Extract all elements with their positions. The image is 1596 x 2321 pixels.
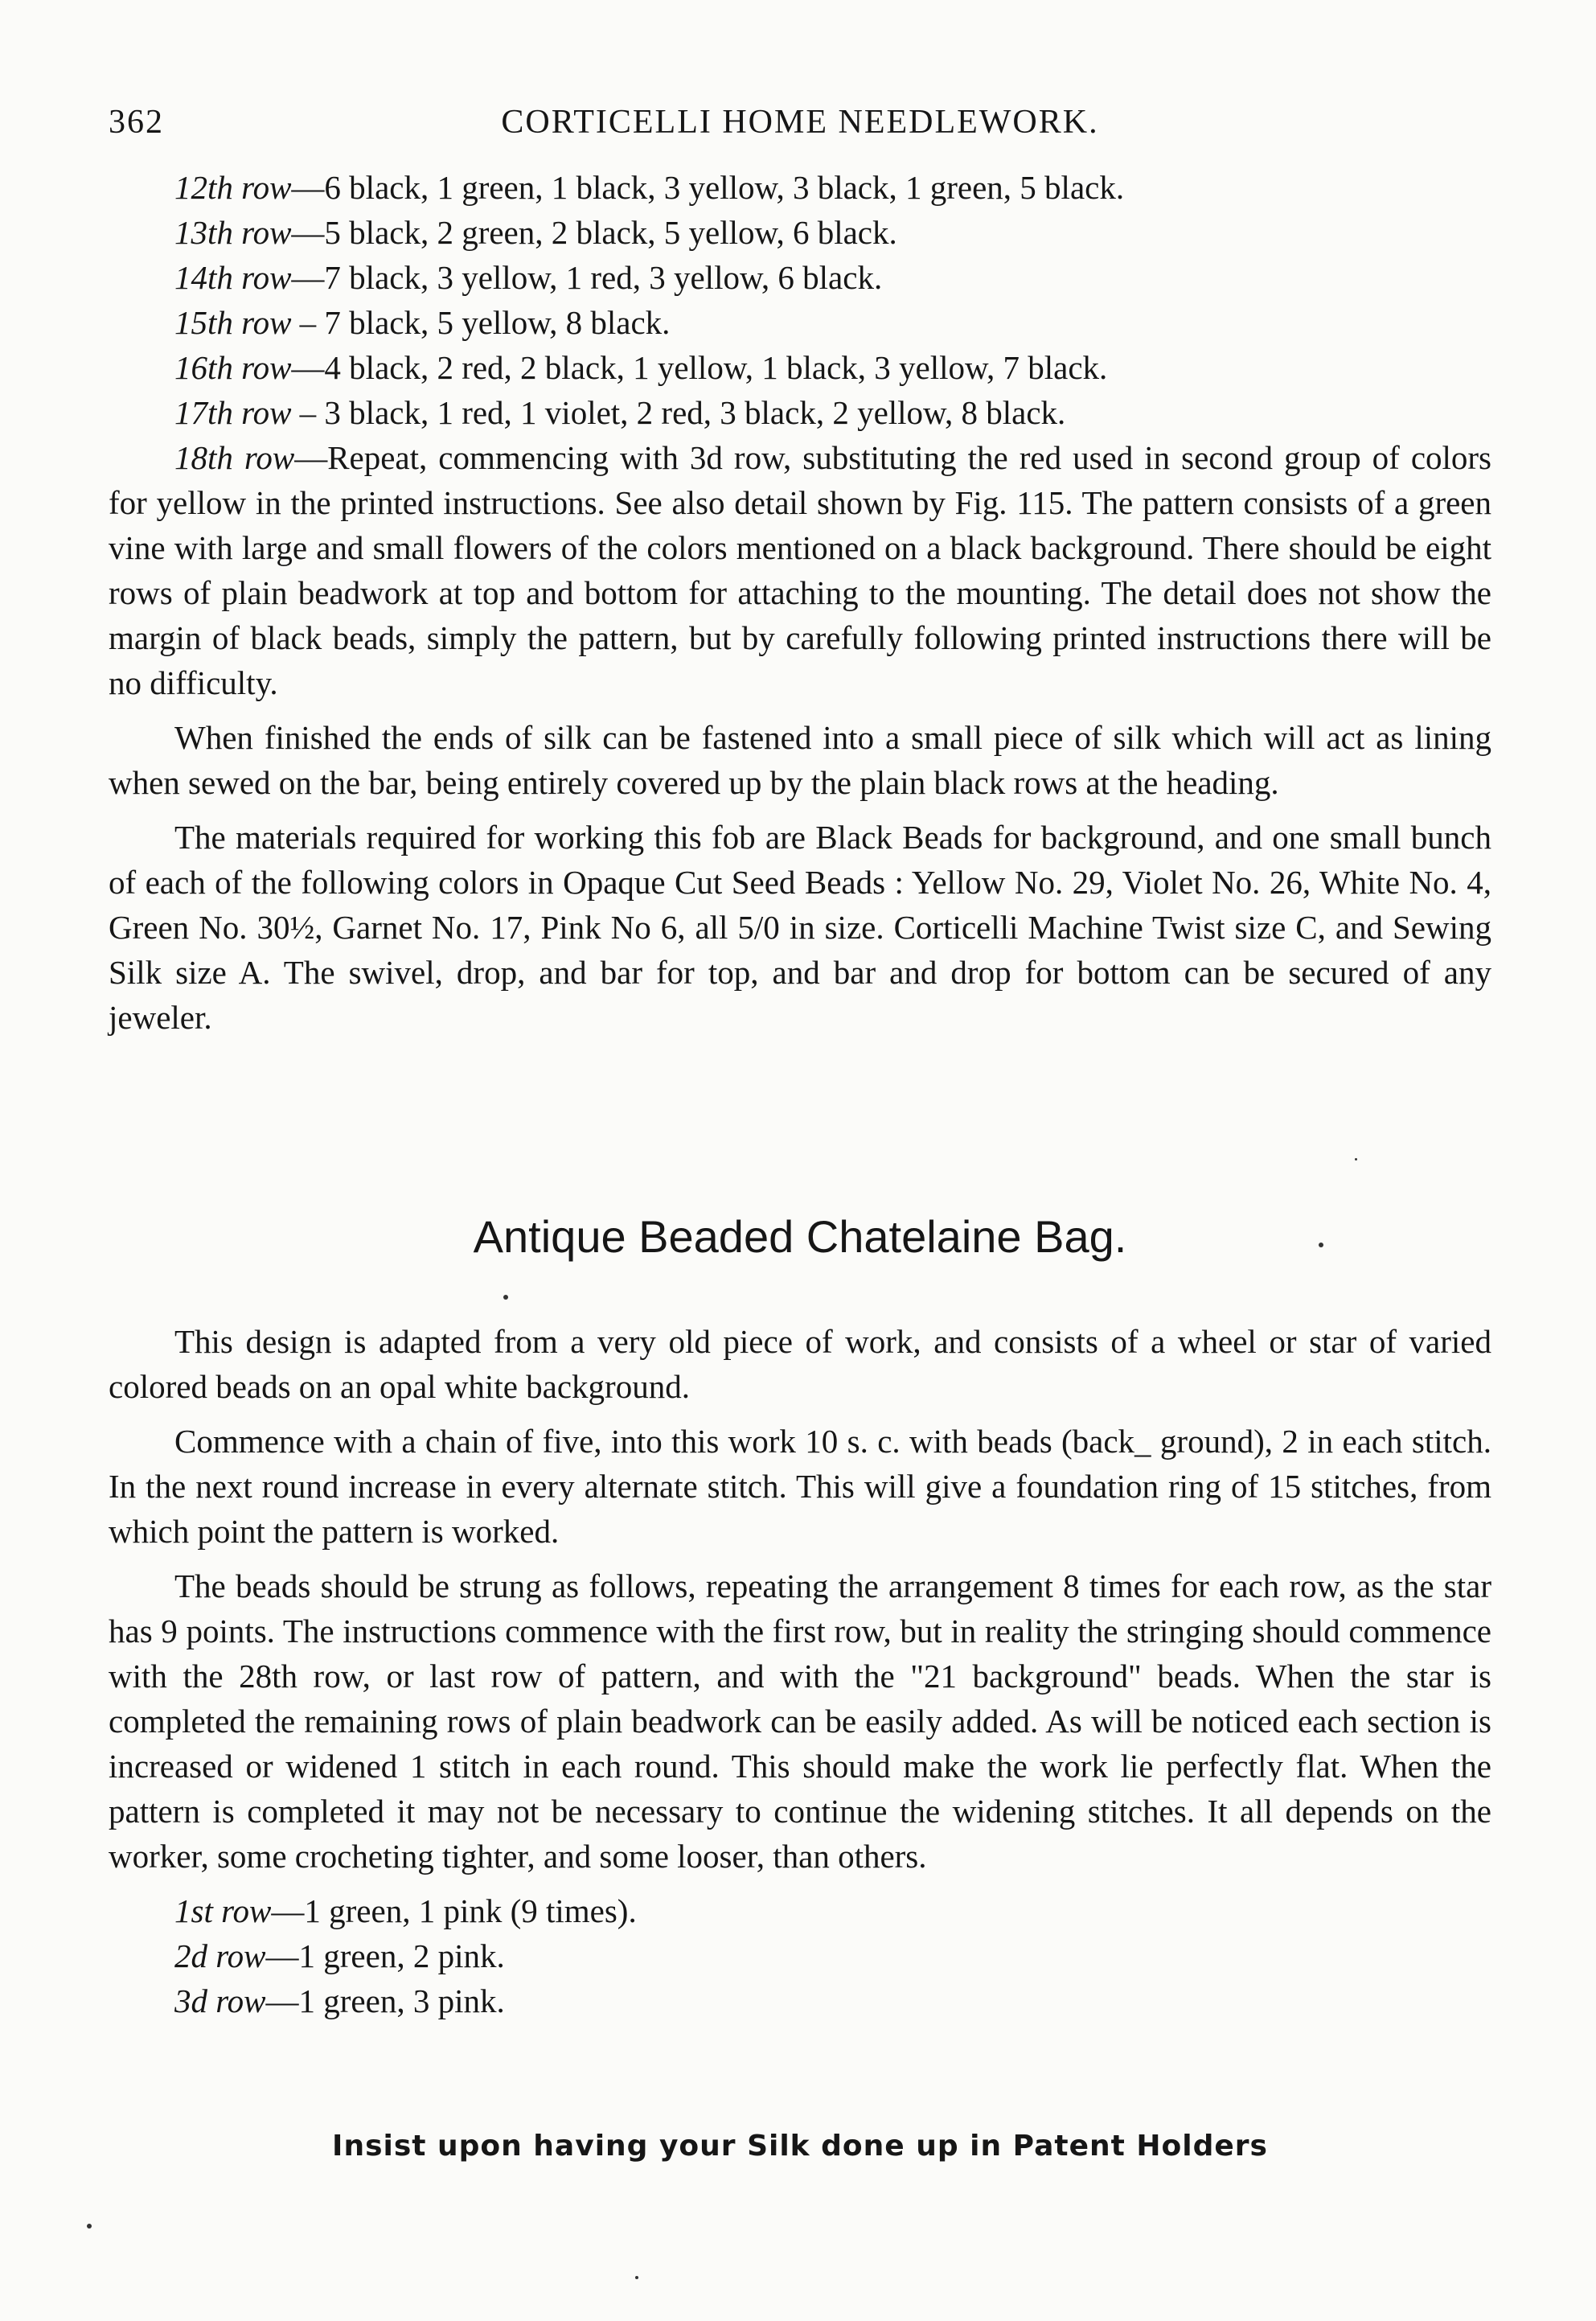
row-label: 12th row — [174, 169, 292, 206]
row-label: 13th row — [174, 214, 292, 251]
row-label: 18th row — [174, 439, 295, 476]
row-text: —4 black, 2 red, 2 black, 1 yellow, 1 black, 3 yellow, 7 black. — [291, 349, 1108, 386]
row-text: —5 black, 2 green, 2 black, 5 yellow, 6 black. — [291, 214, 897, 251]
row-text: —7 black, 3 yellow, 1 red, 3 yellow, 6 black. — [291, 259, 883, 296]
paragraph-text: —Repeat, commencing with 3d row, substituting the red used in second group of colors for yellow in the printed instructions. See also detail shown by Fig. 115. The pattern consists of a green vine with large and small flowers of the colors mentioned on a black background. There should be eight rows of plain beadwork at top and bottom for attaching to the mounting. The detail does not show the margin of black beads, simply the pattern, but by carefully following printed instructions there will be no difficulty. — [109, 439, 1492, 701]
paragraph-design: This design is adapted from a very old piece of work, and consists of a wheel or star of varied colored beads on an opal white background. — [109, 1323, 1491, 1405]
row-instruction — [109, 390, 1491, 435]
running-header — [109, 103, 1491, 151]
row-label: 14th row — [174, 259, 292, 296]
header-title: CORTICELLI HOME NEEDLEWORK. — [501, 104, 1099, 141]
row-text: —1 green, 1 pink (9 times). — [271, 1892, 637, 1929]
print-speck — [635, 2276, 638, 2279]
row-label: 2d row — [174, 1937, 266, 1974]
row-instruction — [109, 1888, 1491, 1933]
paragraph-materials: The materials required for working this fob are Black Beads for background, and one small bunch of each of the following colors in Opaque Cut Seed Beads : Yellow No. 29, Violet No. 26, White No. 4, Green No. 30½, Garnet No. 17, Pink No 6, all 5/0 in size. Corticelli Machine Twist size C, and Sewing Silk size A. The swivel, drop, and bar for top, and bar and drop for bottom can be secured of any jeweler. — [109, 819, 1491, 1036]
row-text: —1 green, 2 pink. — [265, 1937, 505, 1974]
row-instruction — [109, 1933, 1491, 1978]
page-number: 362 — [109, 104, 164, 141]
print-speck — [1319, 1243, 1323, 1247]
row-instruction — [109, 255, 1491, 300]
row-instruction — [109, 345, 1491, 390]
row-text: – 3 black, 1 red, 1 violet, 2 red, 3 black, 2 yellow, 8 black. — [291, 394, 1066, 431]
row-label: 17th row — [174, 394, 292, 431]
row-label: 15th row — [174, 304, 292, 341]
print-speck — [1355, 1158, 1357, 1160]
row-text: —1 green, 3 pink. — [265, 1982, 505, 2019]
row-text: – 7 black, 5 yellow, 8 black. — [291, 304, 671, 341]
section-title: Antique Beaded Chatelaine Bag. — [473, 1211, 1127, 1262]
row-instruction — [109, 210, 1491, 255]
row-label: 3d row — [174, 1982, 266, 2019]
bag-instructions — [109, 1319, 1491, 2023]
print-speck — [503, 1295, 508, 1300]
paragraph-lining: When finished the ends of silk can be fastened into a small piece of silk which will act as lining when sewed on the bar, being entirely covered up by the plain black rows at the heading. — [109, 719, 1491, 801]
fob-instructions — [109, 165, 1491, 1050]
row-instruction — [109, 1978, 1491, 2023]
row-instruction — [109, 165, 1491, 210]
paragraph-18th-row — [109, 435, 1491, 705]
row-text: —6 black, 1 green, 1 black, 3 yellow, 3 black, 1 green, 5 black. — [291, 169, 1125, 206]
paragraph-commence: Commence with a chain of five, into this work 10 s. c. with beads (back_ ground), 2 in each stitch. In the next round increase in every alternate stitch. This will give a foundation ring of 15 stitches, from which point the pattern is worked. — [109, 1423, 1491, 1550]
paragraph-stringing: The beads should be strung as follows, repeating the arrangement 8 times for each row, as the star has 9 points. The instructions commence with the first row, but in reality the stringing should commence with the 28th row, or last row of pattern, and with the "21 background" beads. When the star is completed the remaining rows of plain beadwork can be easily added. As will be noticed each section is increased or widened 1 stitch in each round. This should make the work lie perfectly flat. When the pattern is completed it may not be necessary to continue the widening stitches. It all depends on the worker, some crocheting tighter, and some looser, than others. — [109, 1567, 1491, 1875]
row-label: 1st row — [174, 1892, 272, 1929]
row-label: 16th row — [174, 349, 292, 386]
print-speck — [87, 2224, 92, 2229]
footer-advertisement: Insist upon having your Silk done up in Patent Holders — [332, 2130, 1268, 2163]
row-instruction — [109, 300, 1491, 345]
